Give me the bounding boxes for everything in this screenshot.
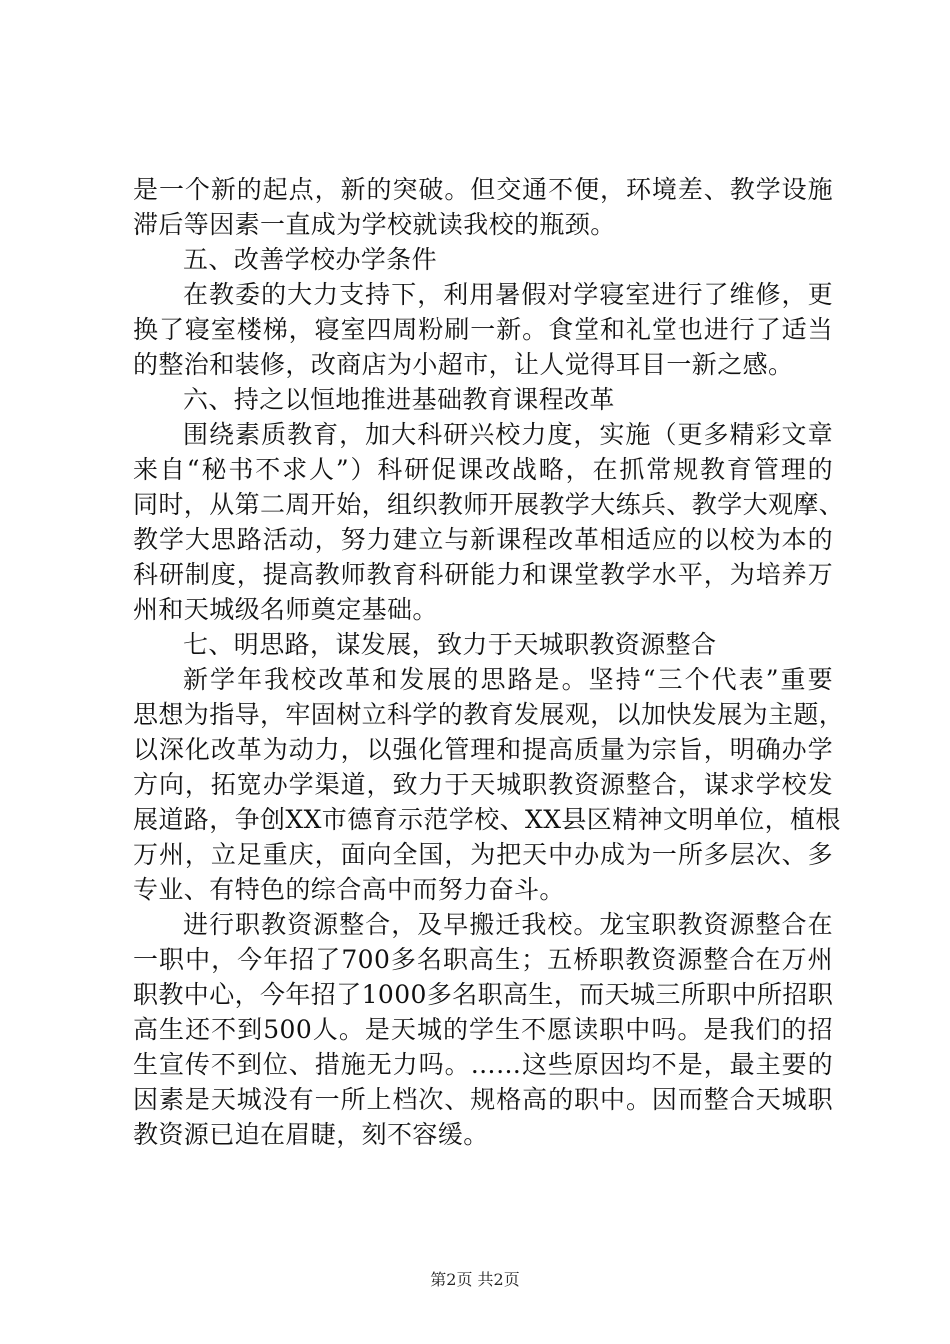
text-line: 生宣传不到位、措施无力吗。……这些原因均不是，最主要的	[133, 1050, 833, 1079]
text-line: 科研制度，提高教师教育科研能力和课堂教学水平，为培养万	[133, 560, 833, 589]
text-line: 方向，拓宽办学渠道，致力于天城职教资源整合，谋求学校发	[133, 770, 833, 799]
section-heading: 七、明思路，谋发展，致力于天城职教资源整合	[183, 630, 717, 659]
text-line: 州和天城级名师奠定基础。	[133, 595, 438, 624]
text-line: 滞后等因素一直成为学校就读我校的瓶颈。	[133, 210, 616, 239]
text-line: 教资源已迫在眉睫，刻不容缓。	[133, 1120, 489, 1149]
text-line: 教学大思路活动，努力建立与新课程改革相适应的以校为本的	[133, 525, 833, 554]
text-line: 围绕素质教育，加大科研兴校力度，实施（更多精彩文章	[183, 420, 833, 449]
text-line: 思想为指导，牢固树立科学的教育发展观，以加快发展为主题，	[133, 700, 845, 729]
page-footer	[0, 1270, 950, 1290]
text-line: 在教委的大力支持下，利用暑假对学寝室进行了维修，更	[183, 280, 833, 309]
text-line: 的整治和装修，改商店为小超市，让人觉得耳目一新之感。	[133, 350, 794, 379]
text-line: 同时，从第二周开始，组织教师开展教学大练兵、教学大观摩、	[133, 490, 845, 519]
text-line: 专业、有特色的综合高中而努力奋斗。	[133, 875, 565, 904]
text-line: 展道路，争创XX市德育示范学校、XX县区精神文明单位，植根	[133, 805, 841, 834]
section-heading: 五、改善学校办学条件	[183, 245, 438, 274]
section-heading: 六、持之以恒地推进基础教育课程改革	[183, 385, 615, 414]
text-line: 新学年我校改革和发展的思路是。坚持“三个代表”重要	[183, 665, 833, 694]
text-line: 因素是天城没有一所上档次、规格高的职中。因而整合天城职	[133, 1085, 833, 1114]
text-line: 职教中心，今年招了1000多名职高生，而天城三所职中所招职	[133, 980, 834, 1009]
text-line: 以深化改革为动力，以强化管理和提高质量为宗旨，明确办学	[133, 735, 833, 764]
text-line: 换了寝室楼梯，寝室四周粉刷一新。食堂和礼堂也进行了适当	[133, 315, 833, 344]
text-line: 是一个新的起点，新的突破。但交通不便，环境差、教学设施	[133, 175, 833, 204]
text-line: 高生还不到500人。是天城的学生不愿读职中吗。是我们的招	[133, 1015, 833, 1044]
text-line: 进行职教资源整合，及早搬迁我校。龙宝职教资源整合在	[183, 910, 833, 939]
text-line: 一职中，今年招了700多名职高生；五桥职教资源整合在万州	[133, 945, 833, 974]
text-line: 万州，立足重庆，面向全国，为把天中办成为一所多层次、多	[133, 840, 833, 869]
document-body	[133, 172, 845, 1152]
text-line: 来自“秘书不求人”）科研促课改战略，在抓常规教育管理的	[133, 455, 833, 484]
page-number-label: 第2页 共2页	[430, 1270, 520, 1289]
